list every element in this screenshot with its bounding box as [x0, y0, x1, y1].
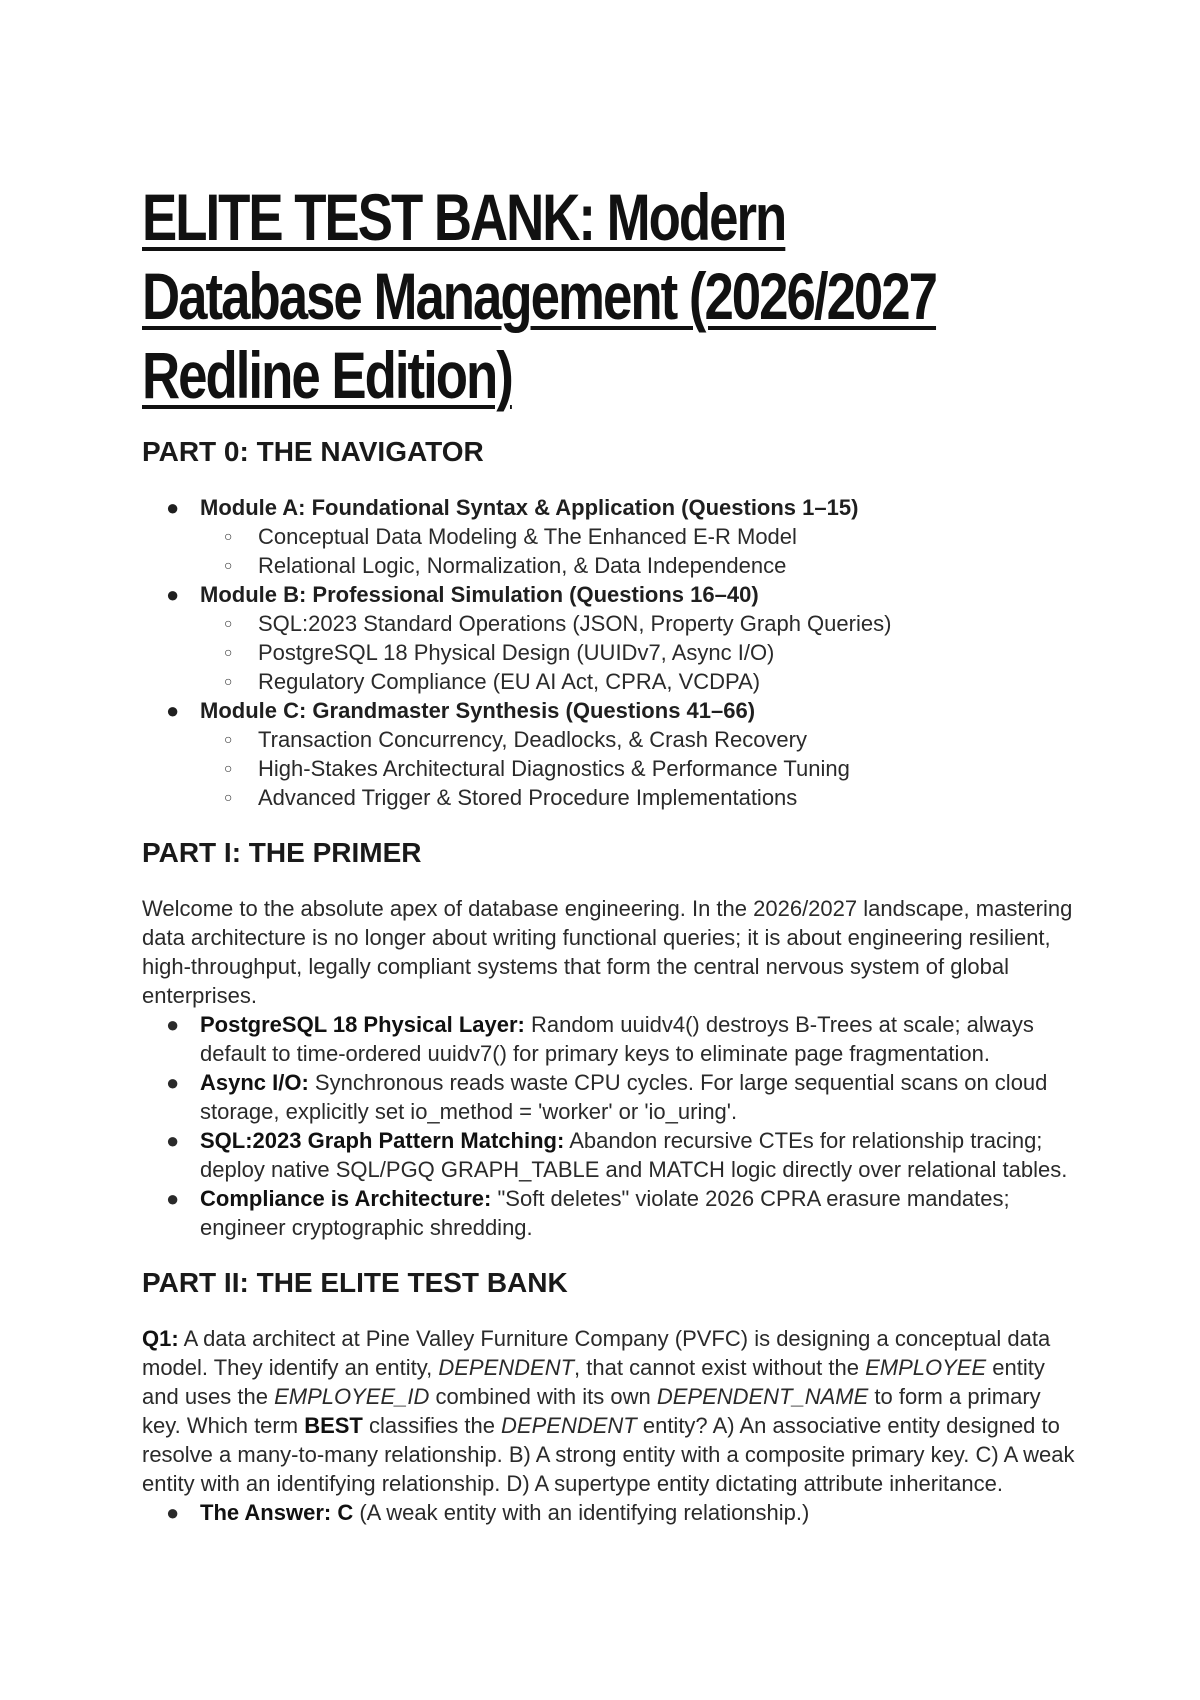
- list-item: ○ Transaction Concurrency, Deadlocks, & Crash Recovery: [224, 727, 807, 752]
- bullet-icon: ●: [166, 1070, 180, 1095]
- module-b: [142, 580, 1082, 696]
- answer-list: [142, 1498, 1082, 1527]
- hollow-bullet-icon: ○: [224, 789, 233, 805]
- list-item: ○ Conceptual Data Modeling & The Enhanced E-R Model: [224, 524, 797, 549]
- heading-part1: PART I: THE PRIMER: [142, 837, 422, 868]
- question-1: Q1: A data architect at Pine Valley Furniture Company (PVFC) is designing a conceptual data model. They identify an entity, DEPENDENT, that cannot exist without the EMPLOYEE entity and uses the EMPLOYEE_ID combined with its own DEPENDENT_NAME to form a primary key. Which term BEST classifies the DEPENDENT entity? A) An associative entity designed to resolve a many-to-many relationship. B) A strong entity with a composite primary key. C) A weak entity with an identifying relationship. D) A supertype entity dictating attribute inheritance.: [142, 1326, 1075, 1496]
- answer-item: [142, 1498, 1082, 1527]
- module-b-label: Module B: Professional Simulation (Questions 16–40): [200, 582, 759, 607]
- point-title: Compliance is Architecture:: [200, 1186, 492, 1211]
- point-text: Synchronous reads waste CPU cycles. For large sequential scans on cloud storage, explicitly set io_method = 'worker' or 'io_uring'.: [200, 1070, 1048, 1124]
- question-label: Q1:: [142, 1326, 179, 1351]
- list-item: ○ Regulatory Compliance (EU AI Act, CPRA, VCDPA): [224, 669, 761, 694]
- hollow-bullet-icon: ○: [224, 760, 233, 776]
- document-title: ELITE TEST BANK: Modern Database Management (2026/2027 Redline Edition): [142, 180, 937, 412]
- navigator-list: [142, 493, 1082, 812]
- list-item: ○ Relational Logic, Normalization, & Data Independence: [224, 553, 787, 578]
- bullet-icon: ●: [166, 1500, 180, 1525]
- module-a-items: [200, 522, 1082, 580]
- module-c-items: [200, 725, 1082, 812]
- primer-intro: Welcome to the absolute apex of database engineering. In the 2026/2027 landscape, mastering data architecture is no longer about writing functional queries; it is about engineering resilient, high-throughput, legally compliant systems that form the central nervous system of global enterprises.: [142, 896, 1073, 1008]
- list-item: ○ SQL:2023 Standard Operations (JSON, Property Graph Queries): [224, 611, 892, 636]
- bullet-icon: ●: [166, 582, 180, 607]
- list-item: ○ PostgreSQL 18 Physical Design (UUIDv7, Async I/O): [224, 640, 775, 665]
- point-title: PostgreSQL 18 Physical Layer:: [200, 1012, 525, 1037]
- hollow-bullet-icon: ○: [224, 673, 233, 689]
- hollow-bullet-icon: ○: [224, 528, 233, 544]
- module-c: [142, 696, 1082, 812]
- module-c-label: Module C: Grandmaster Synthesis (Questions 41–66): [200, 698, 756, 723]
- primer-point: [142, 1010, 1082, 1068]
- heading-part0: PART 0: THE NAVIGATOR: [142, 436, 484, 467]
- hollow-bullet-icon: ○: [224, 615, 233, 631]
- module-b-items: [200, 609, 1082, 696]
- primer-point: [142, 1126, 1082, 1184]
- bullet-icon: ●: [166, 1128, 180, 1153]
- point-text: "Soft deletes" violate 2026 CPRA erasure mandates; engineer cryptographic shredding.: [200, 1186, 1010, 1240]
- primer-point: [142, 1068, 1082, 1126]
- primer-points: [142, 1010, 1082, 1242]
- hollow-bullet-icon: ○: [224, 644, 233, 660]
- module-a: [142, 493, 1082, 580]
- hollow-bullet-icon: ○: [224, 731, 233, 747]
- heading-part2: PART II: THE ELITE TEST BANK: [142, 1267, 568, 1298]
- bullet-icon: ●: [166, 1186, 180, 1211]
- point-title: SQL:2023 Graph Pattern Matching:: [200, 1128, 565, 1153]
- list-item: ○ High-Stakes Architectural Diagnostics & Performance Tuning: [224, 756, 850, 781]
- point-title: Async I/O:: [200, 1070, 309, 1095]
- primer-point: [142, 1184, 1082, 1242]
- answer-text: (A weak entity with an identifying relationship.): [353, 1500, 810, 1525]
- list-item: ○ Advanced Trigger & Stored Procedure Implementations: [224, 785, 798, 810]
- point-text: Random uuidv4() destroys B-Trees at scale; always default to time-ordered uuidv7() for primary keys to eliminate page fragmentation.: [200, 1012, 1034, 1066]
- bullet-icon: ●: [166, 495, 180, 520]
- document-page: [142, 178, 1082, 1527]
- hollow-bullet-icon: ○: [224, 557, 233, 573]
- module-a-label: Module A: Foundational Syntax & Application (Questions 1–15): [200, 495, 859, 520]
- bullet-icon: ●: [166, 698, 180, 723]
- point-text: Abandon recursive CTEs for relationship tracing; deploy native SQL/PGQ GRAPH_TABLE and MATCH logic directly over relational tables.: [200, 1128, 1068, 1182]
- answer-label: The Answer: C: [200, 1500, 354, 1525]
- bullet-icon: ●: [166, 1012, 180, 1037]
